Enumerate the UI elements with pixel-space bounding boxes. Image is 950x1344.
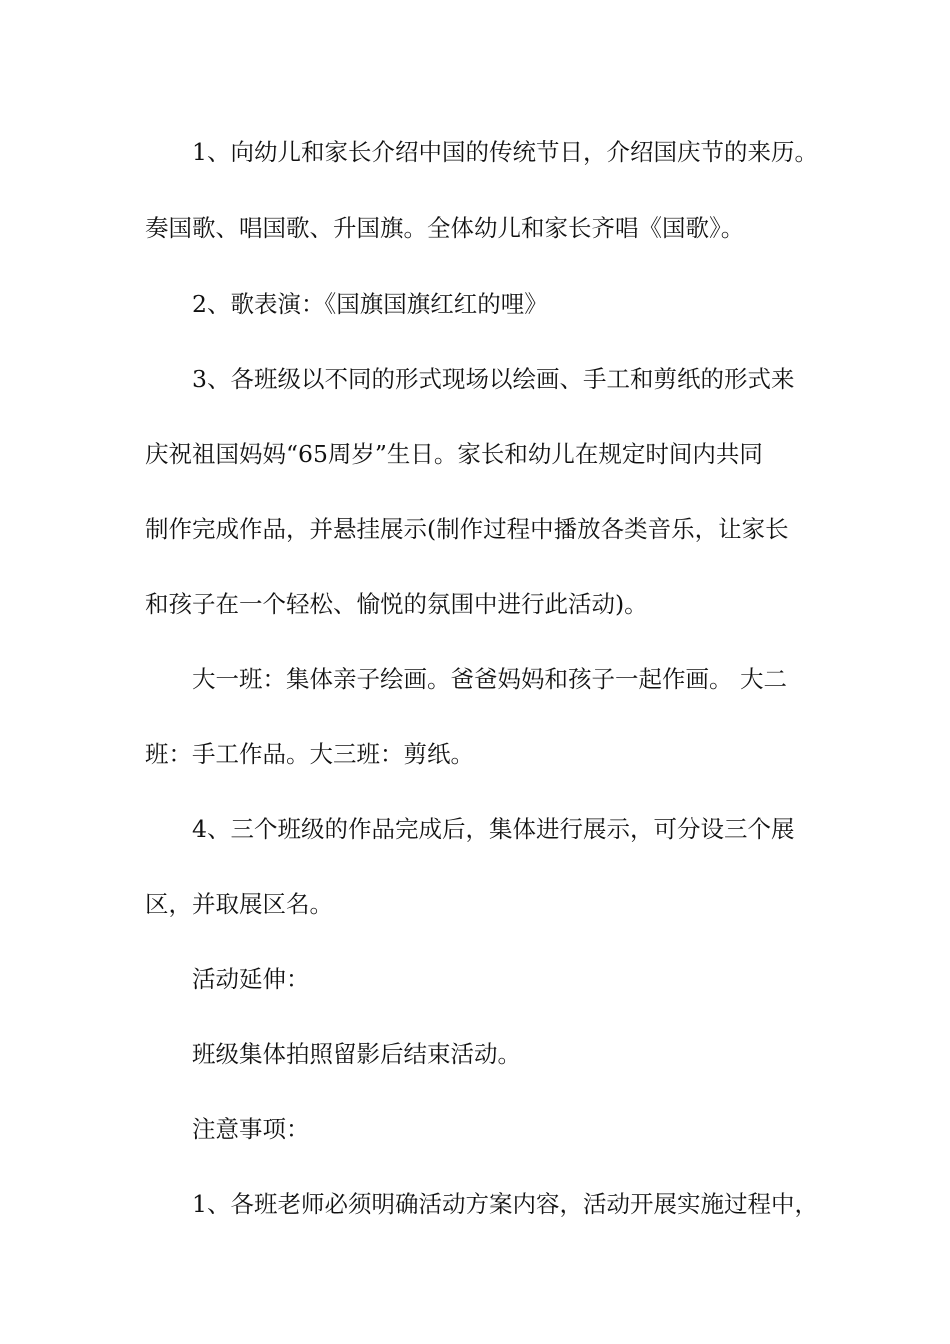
section-heading-notes: 注意事项：	[192, 1115, 310, 1143]
paragraph-line-9: 班：手工作品。大三班：剪纸。	[145, 740, 474, 768]
section-heading-extension: 活动延伸：	[192, 965, 310, 993]
paragraph-line-2: 奏国歌、唱国歌、升国旗。全体幼儿和家长齐唱《国歌》。	[145, 214, 745, 242]
paragraph-line-13: 班级集体拍照留影后结束活动。	[192, 1040, 521, 1068]
paragraph-line-8: 大一班：集体亲子绘画。爸爸妈妈和孩子一起作画。 大二	[192, 665, 787, 693]
paragraph-line-7: 和孩子在一个轻松、愉悦的氛围中进行此活动)。	[145, 590, 648, 618]
paragraph-line-4: 3、各班级以不同的形式现场以绘画、手工和剪纸的形式来	[192, 365, 795, 393]
paragraph-line-11: 区，并取展区名。	[145, 890, 333, 918]
paragraph-line-3: 2、歌表演：《国旗国旗红红的哩》	[192, 290, 548, 318]
paragraph-line-5: 庆祝祖国妈妈“65周岁”生日。家长和幼儿在规定时间内共同	[145, 440, 763, 468]
paragraph-line-15: 1、各班老师必须明确活动方案内容，活动开展实施过程中，	[192, 1190, 818, 1218]
paragraph-line-1: 1、向幼儿和家长介绍中国的传统节日，介绍国庆节的来历。	[192, 138, 818, 166]
paragraph-line-10: 4、三个班级的作品完成后，集体进行展示，可分设三个展	[192, 815, 795, 843]
paragraph-line-6: 制作完成作品，并悬挂展示(制作过程中播放各类音乐，让家长	[145, 515, 789, 543]
